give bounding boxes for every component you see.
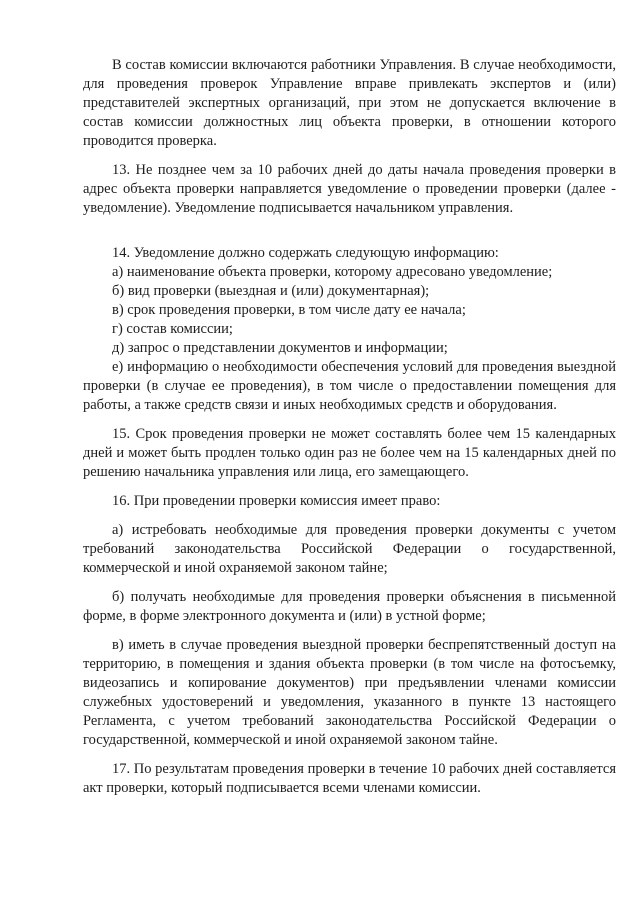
list-item: е) информацию о необходимости обеспечения условий для проведения выездной проверки (в случае ее проведения), в том числе о предоставлении помещения для работы, а также средств связи и иных необходимых средств и оборудования. [83,359,616,413]
paragraph-16-b: б) получать необходимые для проведения проверки объяснения в письменной форме, в форме электронного документа и (или) в устной форме; [83,589,616,624]
paragraph-15-duration: 15. Срок проведения проверки не может составлять более чем 15 календарных дней и может быть продлен только один раз не более чем на 15 календарных дней по решению начальника управления или лица, его замещающего. [83,426,616,480]
paragraph-16-a: а) истребовать необходимые для проведения проверки документы с учетом требований законодательства Российской Федерации о государственной, коммерческой и иной охраняемой законом тайне; [83,522,616,576]
paragraph-16-c: в) иметь в случае проведения выездной проверки беспрепятственный доступ на территорию, в помещения и здания объекта проверки (в том числе на фотосъемку, видеозапись и копирование документов) при предъявлении членами комиссии служебных удостоверений и уведомления, указанного в пункте 13 настоящего Регламента, с учетом требований законодательства Российской Федерации о государственной, коммерческой и иной охраняемой законом тайне. [83,637,616,748]
list-item: а) наименование объекта проверки, которому адресовано уведомление; [112,264,553,280]
paragraph-14-list [83,263,616,415]
list-item: д) запрос о представлении документов и информации; [112,340,448,356]
paragraph-14-heading: 14. Уведомление должно содержать следующую информацию: [112,245,499,261]
paragraph-13-notification: 13. Не позднее чем за 10 рабочих дней до даты начала проведения проверки в адрес объекта проверки направляется уведомление о проведении проверки (далее - уведомление). Уведомление подписывается начальником управления. [83,162,616,216]
paragraph-16-heading: 16. При проведении проверки комиссия имеет право: [112,493,441,509]
paragraph-commission-composition: В состав комиссии включаются работники Управления. В случае необходимости, для проведения проверок Управление вправе привлекать экспертов и (или) представителей экспертных организаций, при этом не допускается включение в состав комиссии должностных лиц объекта проверки, в отношении которого проводится проверка. [83,57,616,149]
list-item: г) состав комиссии; [112,321,233,337]
list-item: в) срок проведения проверки, в том числе дату ее начала; [112,302,466,318]
list-item: б) вид проверки (выездная и (или) документарная); [112,283,430,299]
paragraph-17-act: 17. По результатам проведения проверки в течение 10 рабочих дней составляется акт проверки, который подписывается всеми членами комиссии. [83,761,616,796]
